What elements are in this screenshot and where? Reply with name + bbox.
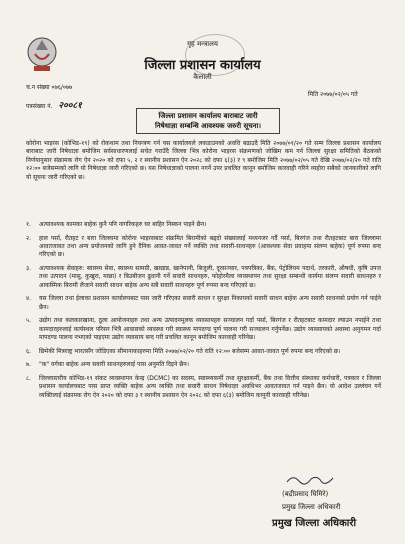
directive-text: जिल्लास्तरीय कोभिड-१९ संकट व्यवस्थापन केन्द्र (DCMC) का सदस्य, स्वास्थ्यकर्मी तथा सुरक्षाकर्मी, बैंक तथा वित्तीय संस्थाका कर्मचारी, पत्रकार र जिल्ला प्रशासन कार्यालयबाट पास प्राप्त व्यक्ति बाहेक अन्य व्यक्ति तथा सवारी साधन निषेधाज्ञा अवधिभर आवतजावत गर्न पाइने छैन। यो आदेश उल्लंघन गर्ने व्यक्तिलाई संक्रामक रोग ऐन २०२० को दफा ३ र स्थानीय प्रशासन ऐन २०२८ को दफा ६(३) बमोजिम कानूनी कारवाही गरिनेछ। bbox=[39, 375, 381, 399]
directive-item bbox=[26, 361, 381, 369]
directive-text: यस जिल्ला तथा ईलाका प्रशासन कार्यालयबाट पास जारी गरिएका सवारी साधन र सुरक्षा निकायको सवारी साधन बाहेक अन्य सवारी साधनको प्रयोग गर्न पाईने छैन। bbox=[39, 295, 381, 311]
office-location: कैलाली bbox=[193, 73, 212, 81]
directive-number: ६. bbox=[26, 347, 32, 355]
directive-item bbox=[26, 317, 381, 342]
directive-item bbox=[26, 265, 381, 290]
subject-line-1: जिल्ला प्रशासन कार्यालय बाराबाट जारी bbox=[158, 112, 258, 120]
subject-line-2: निषेधाज्ञा सम्बन्धि आवश्यक जरुरी सूचना। bbox=[154, 122, 261, 130]
directive-number: ३. bbox=[26, 265, 32, 272]
directive-text: छिमेकी मित्रराष्ट्र भारतसँग जोडिएका सीमानाकाहरुमा मिति २०७७/०२/२० गते राति १२:०० बजेसम्म आवत-जावत पूर्ण रुपमा बन्द गरिएको छ। bbox=[39, 347, 341, 355]
issue-date: मिति २०७७/०२/०५ गते bbox=[308, 91, 358, 98]
signatory-title: प्रमुख जिल्ला अधिकारी bbox=[282, 503, 341, 511]
subject-box bbox=[136, 108, 280, 134]
signatory-title-bold: प्रमुख जिल्ला अधिकारी bbox=[272, 518, 357, 529]
directive-item bbox=[26, 221, 381, 229]
handwritten-signature bbox=[285, 472, 335, 486]
directive-number: ५. bbox=[26, 317, 32, 325]
ministry-name: गृह मन्त्रालय bbox=[187, 40, 218, 48]
office-title: जिल्ला प्रशासन कार्यालय bbox=[144, 58, 261, 73]
directive-item bbox=[26, 295, 381, 312]
directive-item bbox=[26, 235, 381, 260]
directive-text: "क" वर्गका बाहेक अन्य सवारी साधनहरुलाई पास अनुमति दिइने छैन। bbox=[39, 361, 190, 369]
directive-list bbox=[26, 221, 381, 405]
directive-text: अत्यावश्यक सेवाहरु: स्वास्थ्य सेवा, स्वास्थ्य सामग्री, खाद्यान्न, खानेपानी, बिजुली, दूरसञ्चार, पत्रपत्रिका, बैंक, पेट्रोलियम पदार्थ, तरकारी, औषधी, कृषि उपज तथा उत्पादन (मासु, कुखुरा, माछा) र बिउबीजन ढुवानी गर्ने सवारी साधनहरु, फोहोरमैला व्यवस्थापन तथा सुरक्षा सम्बन्धी कार्यमा संलग्न सवारी साधनहरु र आकस्मिक बिरामी लैजाने सवारी साधन बाहेक अन्य सबै सवारी साधनहरु पूर्ण रुपमा बन्द गरिएको छ। bbox=[39, 265, 381, 289]
directive-number: ८. bbox=[26, 375, 32, 382]
directive-text: हाल पर्सा, रौतहट र बारा जिल्लामा कोरोना भाइरसबाट संक्रमित बिरामीको बढ्दो संख्यालाई मध्यनजर गर्दै पर्सा, बिरगंज तथा रौतहटबाट बारा जिल्लामा आवतजावत तथा अन्य प्रयोजनको लागि हुने दैनिक आवत-जावत गर्ने व्यक्ति तथा सवारी-साधनहरु (आवश्यक सेवा प्रवाहमा संलग्न बाहेक) पूर्ण रुपमा बन्द गरिएको छ। bbox=[39, 234, 381, 259]
directive-item bbox=[26, 348, 381, 356]
directive-item bbox=[26, 375, 381, 400]
dispatch-label: पत्रसंख्या नं. bbox=[26, 103, 53, 110]
directive-number: ४. bbox=[26, 295, 32, 303]
signatory-name: (बद्रीप्रसाद घिमिरे) bbox=[282, 490, 329, 498]
directive-text: अत्यावश्यक कामका बाहेक कुनै पनि नागरिकहरु घर बाहिर निस्कन पाइने छैन। bbox=[39, 221, 207, 228]
directive-number: २. bbox=[26, 234, 32, 242]
dispatch-number bbox=[26, 98, 82, 111]
dispatch-value: २००८१ bbox=[58, 101, 82, 111]
directive-number: १. bbox=[26, 221, 32, 228]
directive-number: ७. bbox=[26, 361, 32, 369]
reference-number: च.न संख्या ०७६/०७७ bbox=[26, 84, 73, 91]
directive-text: उद्योग तथा कलकारखाना, ठूला आयोजनाहरु तथा अन्य उत्पादनमूलक व्यवसायहरु सञ्चालन गर्दा पर्सा, बिरगंज र रौतहटबाट कामदार ल्याउन नपाईने तथा कामदारहरुलाई कार्यस्थल परिसर भित्रै आवासको व्यवस्था गरी स्वास्थ्य मापदण्ड पूर्ण पालना गरी सञ्चालन गर्नुपर्नेछ। उद्योग व्यवसायको अवस्था अनुगमन गर्दा मापदण्ड पालना नभएको पाइएमा उद्योग व्यवसाय बन्द गरी प्रचलित कानून बमोजिम कारवाही गरिनेछ। bbox=[39, 317, 381, 342]
intro-paragraph: कोरोना भाइरस (कोभिड-१९) को रोकथाम तथा नियन्त्रण गर्न यस कार्यालयले लकडाउनको अवधि बढाउदै मिति २०७७/०१/२० गते सम्म जिल्ला प्रशासन कार्यालय बाराबाट जारी निषेधाज्ञा बमोजिम सर्वसाधारणलाई सचेत गराउँदै जिल्ला भित्र कोरोना भाइरस संक्रमणको जोखिम कम गर्न जिल्ला सुरक्षा समितिको बैठकको निर्णयानुसार संक्रामक रोग ऐन २०२० को दफा ५, २ र स्थानीय प्रशासन ऐन २०२८ को दफा ६(३) र ९ बमोजिम मिति २०७७/०२/०५ गते देखि २०७७/०२/२० गते राति १२:०० बजेसम्मको लागि यो निषेधाज्ञा जारी गरिएको छ। यस निषेधाज्ञाको पालना नगर्ने उपर प्रचलित कानून बमोजिम कारवाही गरिने व्यहोरा सबैको जानकारीको लागि यो सूचना जारी गरिएको छ। bbox=[26, 140, 381, 181]
